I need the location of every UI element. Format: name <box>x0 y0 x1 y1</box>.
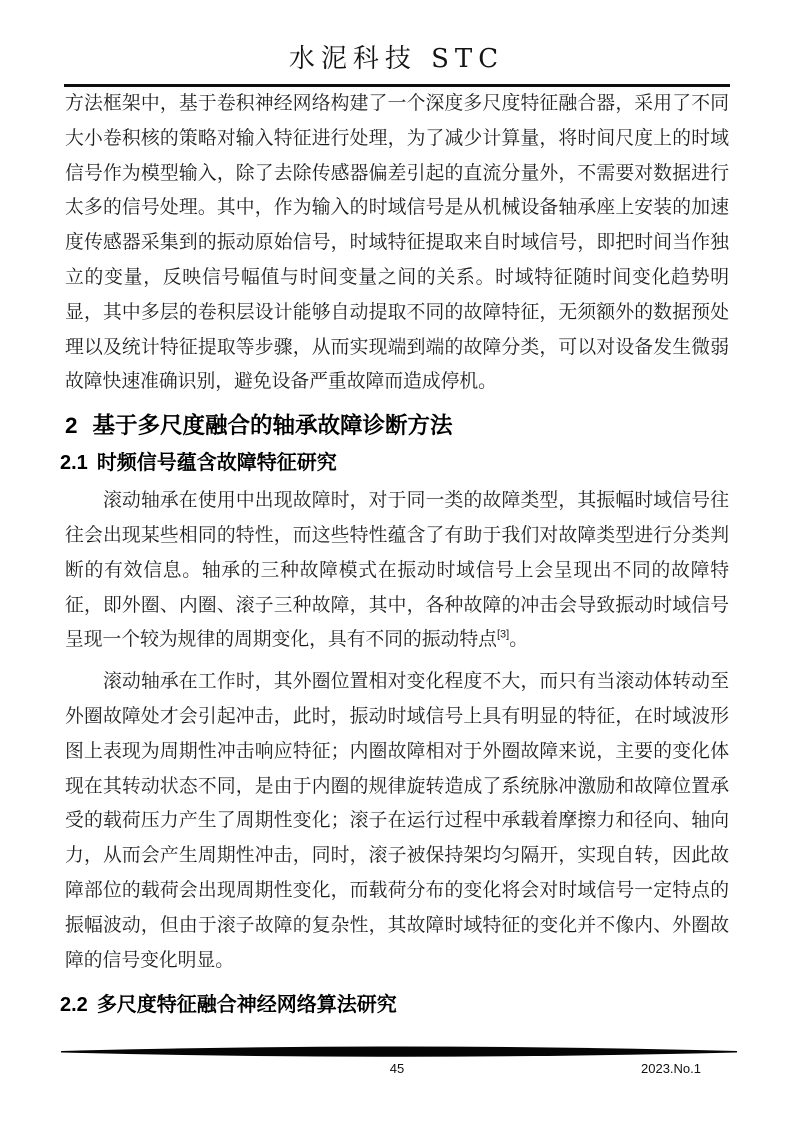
paragraph <box>65 665 729 978</box>
footer-rule <box>61 1046 737 1058</box>
subsection-title: 多尺度特征融合神经网络算法研究 <box>96 994 397 1017</box>
text-line: 障部位的载荷会出现周期性变化，而载荷分布的变化将会对时域信号一定特点的 <box>65 879 729 901</box>
subsection-title: 时频信号蕴含故障特征研究 <box>96 452 337 475</box>
text-line: 断的有效信息。轴承的三种故障模式在振动时域信号上会呈现出不同的故障特 <box>65 559 729 581</box>
text-line: 故障快速准确识别，避免设备严重故障而造成停机。 <box>65 371 497 393</box>
subsection-number: 2.1 <box>60 452 88 475</box>
section-number: 2 <box>65 413 78 439</box>
text-line: 力，从而会产生周期性冲击，同时，滚子被保持架均匀隔开，实现自转，因此故 <box>65 845 729 867</box>
text-segment: 。 <box>509 629 528 651</box>
text-line: 外圈故障处才会引起冲击，此时，振动时域信号上具有明显的特征，在时域波形 <box>65 705 729 727</box>
text-line: 滚动轴承在工作时，其外圈位置相对变化程度不大，而只有当滚动体转动至 <box>103 671 729 693</box>
text-line: 显，其中多层的卷积层设计能够自动提取不同的故障特征，无须额外的数据预处 <box>65 301 729 323</box>
text-line: 征，即外圈、内圈、滚子三种故障，其中，各种故障的冲击会导致振动时域信号 <box>65 594 729 616</box>
text-line: 立的变量，反映信号幅值与时间变量之间的关系。时域特征随时间变化趋势明 <box>65 266 729 288</box>
section-title: 基于多尺度融合的轴承故障诊断方法 <box>92 413 453 439</box>
text-line <box>65 623 729 658</box>
subsection-number: 2.2 <box>60 994 88 1017</box>
text-line: 图上表现为周期性冲击响应特征；内圈故障相对于外圈故障来说，主要的变化体 <box>65 740 729 762</box>
text-segment: 呈现一个较为规律的周期变化，具有不同的振动特点 <box>65 629 497 651</box>
paragraph <box>65 484 729 658</box>
text-line: 受的载荷压力产生了周期性变化；滚子在运行过程中承载着摩擦力和径向、轴向 <box>65 810 729 832</box>
issue-number: 2023.No.1 <box>641 1061 701 1076</box>
citation-ref-3: [3] <box>496 629 510 642</box>
text-line: 方法框架中，基于卷积神经网络构建了一个深度多尺度特征融合器，采用了不同 <box>65 93 729 114</box>
text-line: 滚动轴承在使用中出现故障时，对于同一类的故障类型，其振幅时域信号往 <box>103 490 729 512</box>
page-body <box>60 87 729 1023</box>
subsection-heading-2-1 <box>60 445 729 481</box>
journal-title: 水泥科技 STC <box>288 44 505 74</box>
text-line: 太多的信号处理。其中，作为输入的时域信号是从机械设备轴承座上安装的加速 <box>65 197 729 219</box>
paragraph <box>65 87 729 400</box>
text-line: 往会出现某些相同的特性，而这些特性蕴含了有助于我们对故障类型进行分类判 <box>65 524 729 546</box>
page-number: 45 <box>389 1061 405 1076</box>
text-line: 大小卷积核的策略对输入特征进行处理，为了减少计算量，将时间尺度上的时域 <box>65 127 729 149</box>
text-line: 现在其转动状态不同，是由于内圈的规律旋转造成了系统脉冲激励和故障位置承 <box>65 775 729 797</box>
text-line: 振幅波动，但由于滚子故障的复杂性，其故障时域特征的变化并不像内、外圈故 <box>65 914 729 936</box>
text-line: 度传感器采集到的振动原始信号，时域特征提取来自时域信号，即把时间当作独 <box>65 232 729 254</box>
text-line: 障的信号变化明显。 <box>65 949 235 971</box>
text-line: 理以及统计特征提取等步骤，从而实现端到端的故障分类，可以对设备发生微弱 <box>65 336 729 358</box>
text-line: 信号作为模型输入，除了去除传感器偏差引起的直流分量外，不需要对数据进行 <box>65 162 729 184</box>
section-heading-2 <box>65 407 729 445</box>
subsection-heading-2-2 <box>60 987 729 1023</box>
